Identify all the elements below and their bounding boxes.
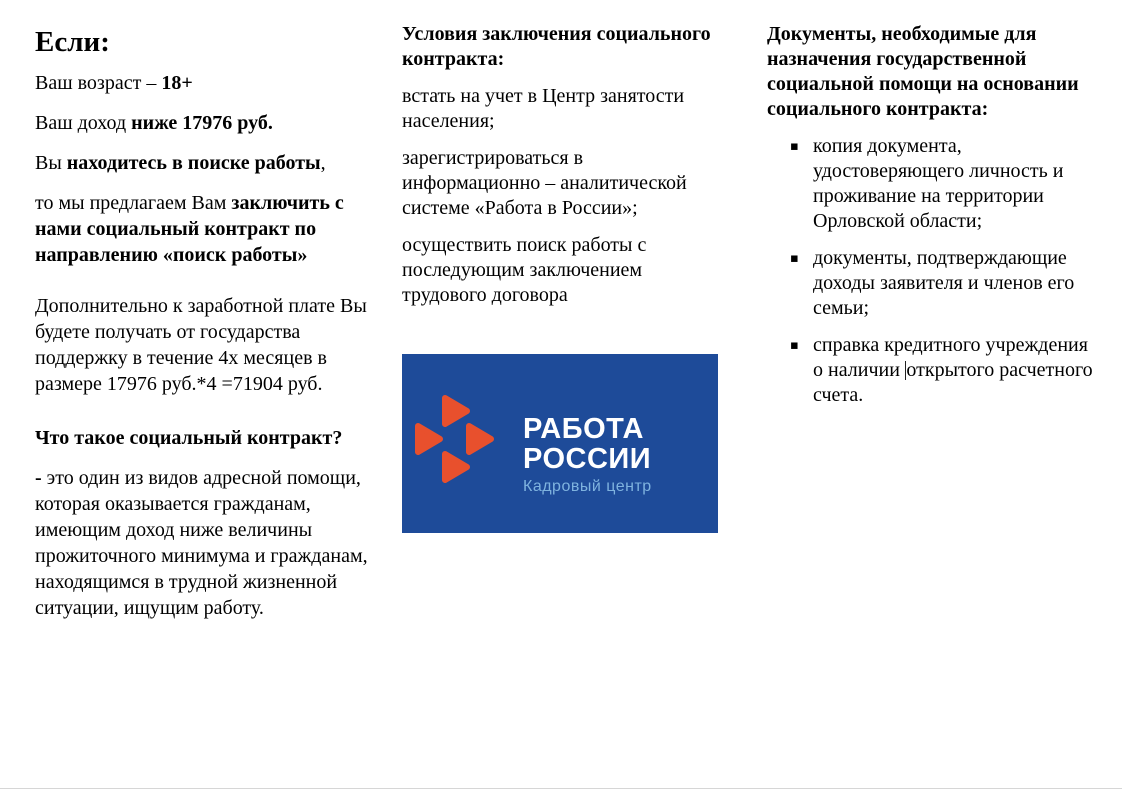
text-run: Вы — [35, 152, 67, 174]
triangle-left — [418, 426, 440, 452]
bullet-text: документы, подтверждающие доходы заявителя и членов его семьи; — [813, 247, 1075, 319]
text-run: это один из видов адресной помощи, которая оказывается гражданам, имеющим доход ниже величины прожиточного минимума и гражданам, находящимся в трудной жизненной ситуации, ищущим работу. — [35, 467, 368, 619]
triangle-top — [445, 398, 467, 424]
right-heading: Документы, необходимые для назначения государственной социальной помощи на основании социального контракта: — [767, 23, 1079, 120]
square-bullet-icon: ▪ — [790, 139, 799, 154]
text-run: открытого расчетного счета. — [813, 359, 1093, 406]
bullet-text: копия документа, удостоверяющего личность и проживание на территории Орловской области; — [813, 135, 1064, 232]
bold-run: ниже 17976 руб. — [131, 112, 273, 134]
column-right — [767, 22, 1097, 420]
paragraph-job-search — [35, 150, 372, 176]
square-bullet-icon: ▪ — [790, 338, 799, 353]
page-edge-line — [0, 788, 1122, 789]
logo-subtitle: Кадровый центр — [523, 478, 652, 495]
logo-title-line2: РОССИИ — [523, 443, 652, 475]
middle-heading: Условия заключения социального контракта: — [402, 23, 711, 70]
bold-run: находитесь в поиске работы — [66, 152, 321, 174]
paragraph-definition — [35, 465, 372, 621]
paragraph-register-system: зарегистрироваться в информационно – аналитической системе «Работа в России»; — [402, 147, 687, 219]
column-middle — [402, 22, 724, 533]
bold-run: - — [35, 467, 47, 489]
bold-run: 18+ — [161, 72, 193, 94]
subheading-what-is-contract: Что такое социальный контракт? — [35, 427, 343, 449]
paragraph-offer — [35, 190, 372, 268]
square-bullet-icon: ▪ — [790, 251, 799, 266]
text-run: Ваш доход — [35, 112, 132, 134]
text-run: Ваш возраст – — [35, 72, 162, 94]
paragraph-age — [35, 70, 372, 96]
logo-title-line1: РАБОТА — [523, 413, 644, 445]
text-run: справка кредитного учреждения о наличии — [813, 334, 1088, 381]
column-left — [35, 25, 372, 635]
bold-run: заключить с нами социальный контракт по направлению «поиск работы» — [35, 192, 344, 266]
bullet-item-bank-certificate — [767, 333, 1097, 408]
work-russia-logo-mark — [402, 354, 532, 484]
logo-title — [523, 414, 651, 474]
triangle-right — [469, 426, 491, 452]
text-run: то мы предлагаем Вам — [35, 192, 232, 214]
paragraph-support: Дополнительно к заработной плате Вы будете получать от государства поддержку в течение 4х месяцев в размере 17976 руб.*4 =71904 руб. — [35, 295, 367, 395]
bullet-text — [813, 333, 1097, 408]
paragraph-register-employment-center: встать на учет в Центр занятости населения; — [402, 85, 685, 132]
text-run: , — [320, 152, 326, 174]
work-russia-logo — [402, 354, 718, 533]
left-heading: Если: — [35, 26, 110, 58]
paragraph-income — [35, 110, 372, 136]
triangle-bottom — [445, 454, 467, 480]
bullet-item-income-documents — [767, 246, 1097, 321]
bullet-item-identity-document — [767, 134, 1097, 234]
paragraph-job-search-contract: осуществить поиск работы с последующим заключением трудового договора — [402, 234, 647, 306]
